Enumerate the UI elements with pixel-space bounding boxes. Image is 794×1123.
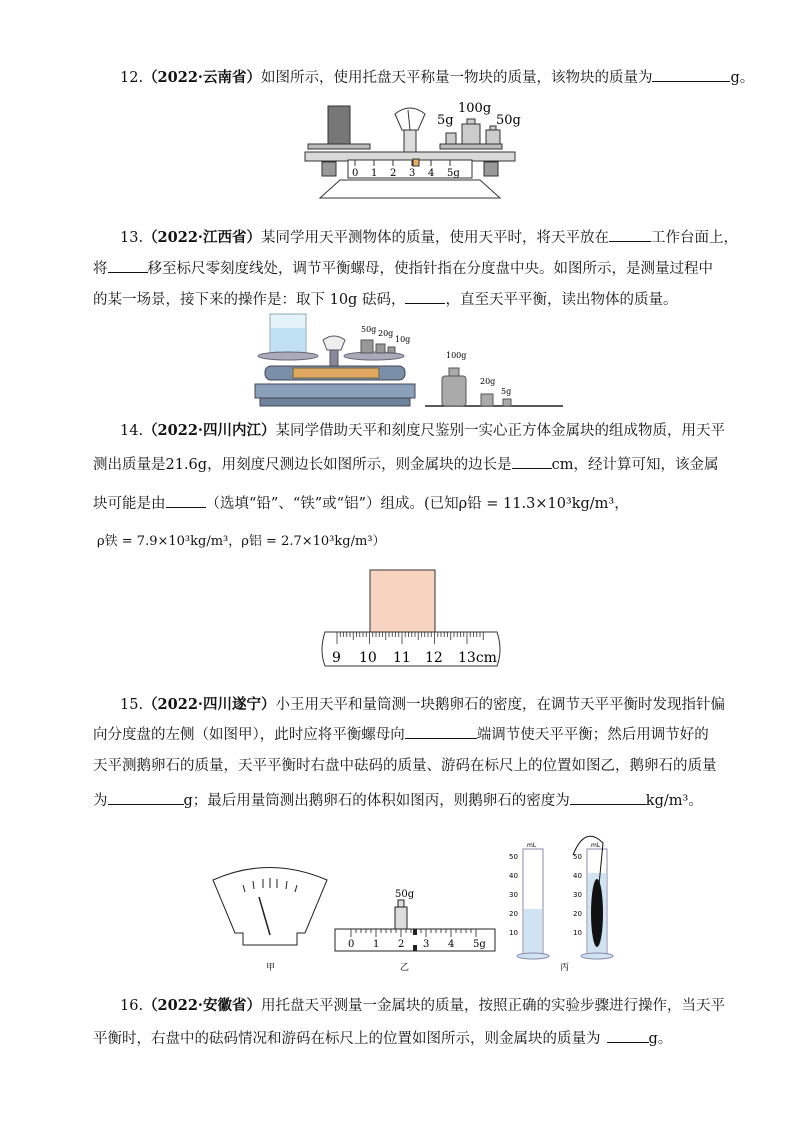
svg-text:2: 2 bbox=[390, 168, 397, 179]
q12-unit: g。 bbox=[730, 70, 755, 86]
q15-blank-mass[interactable] bbox=[108, 790, 184, 805]
svg-text:20: 20 bbox=[509, 910, 518, 918]
q15-source: （2022·四川遂宁） bbox=[143, 696, 276, 713]
q13-line1: 13.（2022·江西省）某同学用天平测物体的质量，使用天平时，将天平放在 工作台面上， bbox=[120, 229, 738, 246]
q15-cylinder-2 bbox=[560, 836, 613, 973]
svg-text:50: 50 bbox=[509, 853, 518, 861]
q12-rider bbox=[413, 159, 419, 166]
svg-text:3: 3 bbox=[423, 939, 430, 950]
q12-balance-figure bbox=[300, 100, 520, 205]
q13-line3: 的某一场景，接下来的操作是：取下 10g 砝码， ，直至天平平衡，读出物体的质量。 bbox=[93, 288, 677, 309]
q13-blank-2[interactable] bbox=[108, 258, 148, 273]
q12-stem: 如图所示，使用托盘天平称量一物块的质量，该物块的质量为 bbox=[260, 70, 653, 86]
svg-text:50g: 50g bbox=[395, 889, 415, 900]
q15-cylinder-1 bbox=[509, 842, 549, 959]
q12-label-100g: 100g bbox=[458, 101, 492, 116]
svg-text:10: 10 bbox=[573, 929, 582, 937]
svg-text:4: 4 bbox=[448, 939, 455, 950]
q14-line1: 14.（2022·四川内江）某同学借助天平和刻度尺鉴别一实心正方体金属块的组成物质，用天平 bbox=[120, 422, 725, 439]
svg-text:20: 20 bbox=[573, 910, 582, 918]
q14-metal-cube bbox=[370, 570, 435, 632]
q13-line2: 将 移至标尺零刻度线处，调节平衡螺母，使指针指在分度盘中央。如图所示，是测量过程中 bbox=[93, 257, 713, 278]
q14-line3: 块可能是由 （选填“铅”、“铁”或“铝”）组成。(已知ρ铅 = 11.3×10³kg/m³， bbox=[93, 492, 629, 513]
q12-answer-blank[interactable] bbox=[652, 67, 730, 82]
q12-weight-50g bbox=[486, 130, 500, 144]
svg-text:1: 1 bbox=[371, 168, 378, 179]
q15-pebble bbox=[591, 879, 603, 947]
svg-text:11: 11 bbox=[393, 650, 411, 666]
svg-text:2: 2 bbox=[398, 939, 405, 950]
svg-text:30: 30 bbox=[573, 891, 582, 899]
q12-source: （2022·云南省） bbox=[143, 69, 261, 86]
q15-dial-jia bbox=[213, 868, 327, 974]
svg-text:9: 9 bbox=[332, 650, 341, 666]
q15-line2: 向分度盘的左侧（如图甲），此时应将平衡螺母向 端调节使天平平衡；然后用调节好的 bbox=[93, 723, 709, 744]
q13-blank-1[interactable] bbox=[609, 227, 651, 242]
q12-text bbox=[120, 66, 754, 87]
q16-source: （2022·安徽省） bbox=[143, 997, 261, 1014]
svg-text:40: 40 bbox=[509, 872, 518, 880]
q12-number: 12. bbox=[120, 70, 144, 86]
q12-weight-100g bbox=[462, 124, 480, 144]
svg-text:5g: 5g bbox=[473, 939, 486, 950]
svg-text:甲: 甲 bbox=[266, 963, 276, 973]
svg-text:12: 12 bbox=[425, 650, 443, 666]
q13-source: （2022·江西省） bbox=[143, 229, 261, 246]
q15-line3: 天平测鹅卵石的质量，天平平衡时右盘中砝码的质量、游码在标尺上的位置如图乙，鹅卵石的质量 bbox=[93, 758, 717, 774]
q12-label-5g: 5g bbox=[437, 113, 454, 128]
svg-text:10: 10 bbox=[359, 650, 377, 666]
svg-text:5g: 5g bbox=[447, 168, 460, 179]
svg-text:10: 10 bbox=[509, 929, 518, 937]
q15-blank-density[interactable] bbox=[570, 790, 646, 805]
q14-blank-material[interactable] bbox=[166, 493, 206, 508]
svg-text:丙: 丙 bbox=[560, 963, 570, 973]
svg-text:5g: 5g bbox=[501, 387, 512, 396]
svg-text:0: 0 bbox=[348, 939, 355, 950]
q15-blank-direction[interactable] bbox=[405, 724, 477, 739]
q12-label-50g: 50g bbox=[496, 113, 521, 128]
svg-text:20g: 20g bbox=[378, 329, 394, 338]
q15-line1: 15.（2022·四川遂宁）小王用天平和量筒测一块鹅卵石的密度，在调节天平平衡时发现指针偏 bbox=[120, 696, 725, 713]
svg-text:30: 30 bbox=[509, 891, 518, 899]
svg-text:10g: 10g bbox=[395, 335, 411, 344]
q15-figures bbox=[205, 825, 625, 975]
svg-text:100g: 100g bbox=[446, 351, 467, 360]
q16-blank-mass[interactable] bbox=[607, 1028, 649, 1043]
q14-blank-edge[interactable] bbox=[512, 454, 552, 469]
q13-blank-3[interactable] bbox=[405, 289, 445, 304]
q14-line4: ρ铁 = 7.9×10³kg/m³，ρ铝 = 2.7×10³kg/m³） bbox=[97, 534, 386, 549]
q15-scale-yi bbox=[335, 889, 495, 973]
q16-line1: 16.（2022·安徽省）用托盘天平测量一金属块的质量，按照正确的实验步骤进行操作，当天平 bbox=[120, 997, 725, 1014]
svg-text:1: 1 bbox=[373, 939, 380, 950]
q14-source: （2022·四川内江） bbox=[143, 422, 276, 439]
svg-text:50g: 50g bbox=[361, 325, 377, 334]
svg-text:mL: mL bbox=[591, 842, 601, 849]
q14-line2: 测出质量是21.6g，用刻度尺测边长如图所示，则金属块的边长是 cm，经计算可知，该金属 bbox=[93, 453, 718, 474]
q15-line4: 为 g；最后用量筒测出鹅卵石的体积如图丙，则鹅卵石的密度为 kg/m³。 bbox=[93, 789, 703, 810]
q12-weight-5g bbox=[446, 133, 456, 144]
svg-text:4: 4 bbox=[428, 168, 435, 179]
svg-text:50: 50 bbox=[573, 853, 582, 861]
svg-text:13cm: 13cm bbox=[458, 650, 497, 666]
svg-text:mL: mL bbox=[527, 842, 537, 849]
svg-text:0: 0 bbox=[352, 168, 359, 179]
svg-text:40: 40 bbox=[573, 872, 582, 880]
svg-text:乙: 乙 bbox=[400, 963, 410, 973]
svg-text:20g: 20g bbox=[480, 377, 496, 386]
q14-ruler-figure bbox=[315, 568, 505, 668]
svg-text:3: 3 bbox=[409, 168, 416, 179]
q16-line2: 平衡时，右盘中的砝码情况和游码在标尺上的位置如图所示，则金属块的质量为 g。 bbox=[93, 1027, 672, 1048]
q13-balance-figure bbox=[255, 310, 565, 410]
